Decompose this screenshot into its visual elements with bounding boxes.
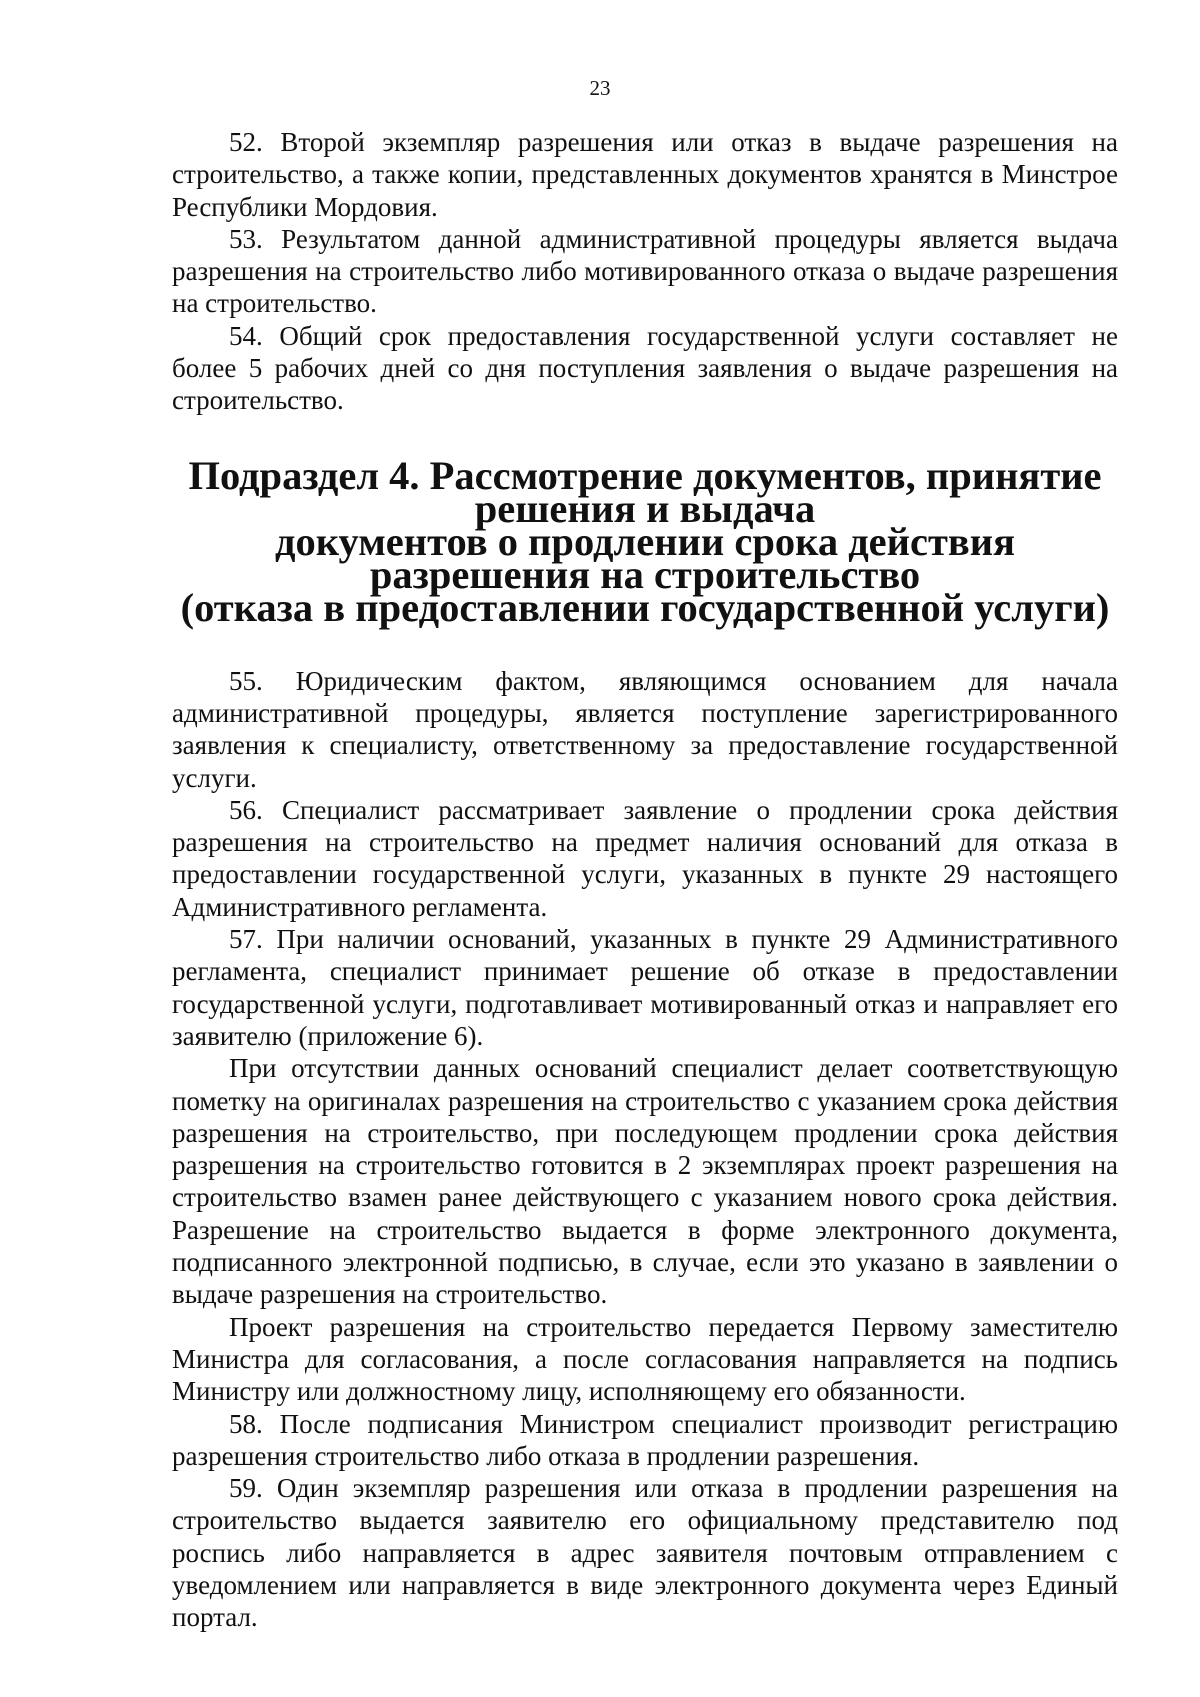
paragraph-54: 54. Общий срок предоставления государственной услуги составляет не более 5 рабочих дней со дня поступления заявления о выдаче разрешения на строительство. [172,320,1118,416]
paragraph-57-project: Проект разрешения на строительство передается Первому заместителю Министра для согласования, а после согласования направляется на подпись Министру или должностному лицу, исполняющему его обязанности. [172,1311,1118,1407]
heading-line-3: (отказа в предоставлении государственной услуги) [180,584,1110,630]
paragraph-55: 55. Юридическим фактом, являющимся основанием для начала административной процедуры, является поступление зарегистрированного заявления к специалисту, ответственному за предоставление государственной услуги. [172,665,1118,793]
heading-line-2: документов о продлении срока действия разрешения на строительство [275,518,1015,597]
page-number: 23 [589,76,611,100]
paragraph-52: 52. Второй экземпляр разрешения или отказ в выдаче разрешения на строительство, а также копии, представленных документов хранятся в Минстрое Республики Мордовия. [172,127,1118,222]
paragraph-59: 59. Один экземпляр разрешения или отказа в продлении разрешения на строительство выдается заявителю его официальному представителю под роспись либо направляется в адрес заявителя почтовым отправлением с уведомлением или направляется в виде электронного документа через Единый портал. [172,1473,1118,1633]
paragraph-58: 58. После подписания Министром специалист производит регистрацию разрешения строительство либо отказа в продлении разрешения. [172,1408,1118,1471]
paragraph-57-absence: При отсутствии данных оснований специалист делает соответствующую пометку на оригиналах разрешения на строительство с указанием срока действия разрешения на строительство, при последующем продлении срока действия разрешения на строительство готовится в 2 экземплярах проект разрешения на строительство взамен ранее действующего с указанием нового срока действия. Разрешение на строительство выдается в форме электронного документа, подписанного электронной подписью, в случае, если это указано в заявлении о выдаче разрешения на строительство. [172,1053,1118,1310]
paragraph-56: 56. Специалист рассматривает заявление о продлении срока действия разрешения на строительство на предмет наличия оснований для отказа в предоставлении государственной услуги, указанных в пункте 29 настоящего Административного регламента. [172,794,1118,922]
document-body [172,126,1118,1634]
paragraph-53: 53. Результатом данной административной процедуры является выдача разрешения на строительство либо мотивированного отказа о выдаче разрешения на строительство. [172,223,1118,319]
section-heading [172,452,1118,630]
heading-line-1: Подраздел 4. Рассмотрение документов, принятие решения и выдача [188,452,1102,531]
paragraph-57: 57. При наличии оснований, указанных в пункте 29 Административного регламента, специалист принимает решение об отказе в предоставлении государственной услуги, подготавливает мотивированный отказ и направляет его заявителю (приложение 6). [172,924,1118,1051]
